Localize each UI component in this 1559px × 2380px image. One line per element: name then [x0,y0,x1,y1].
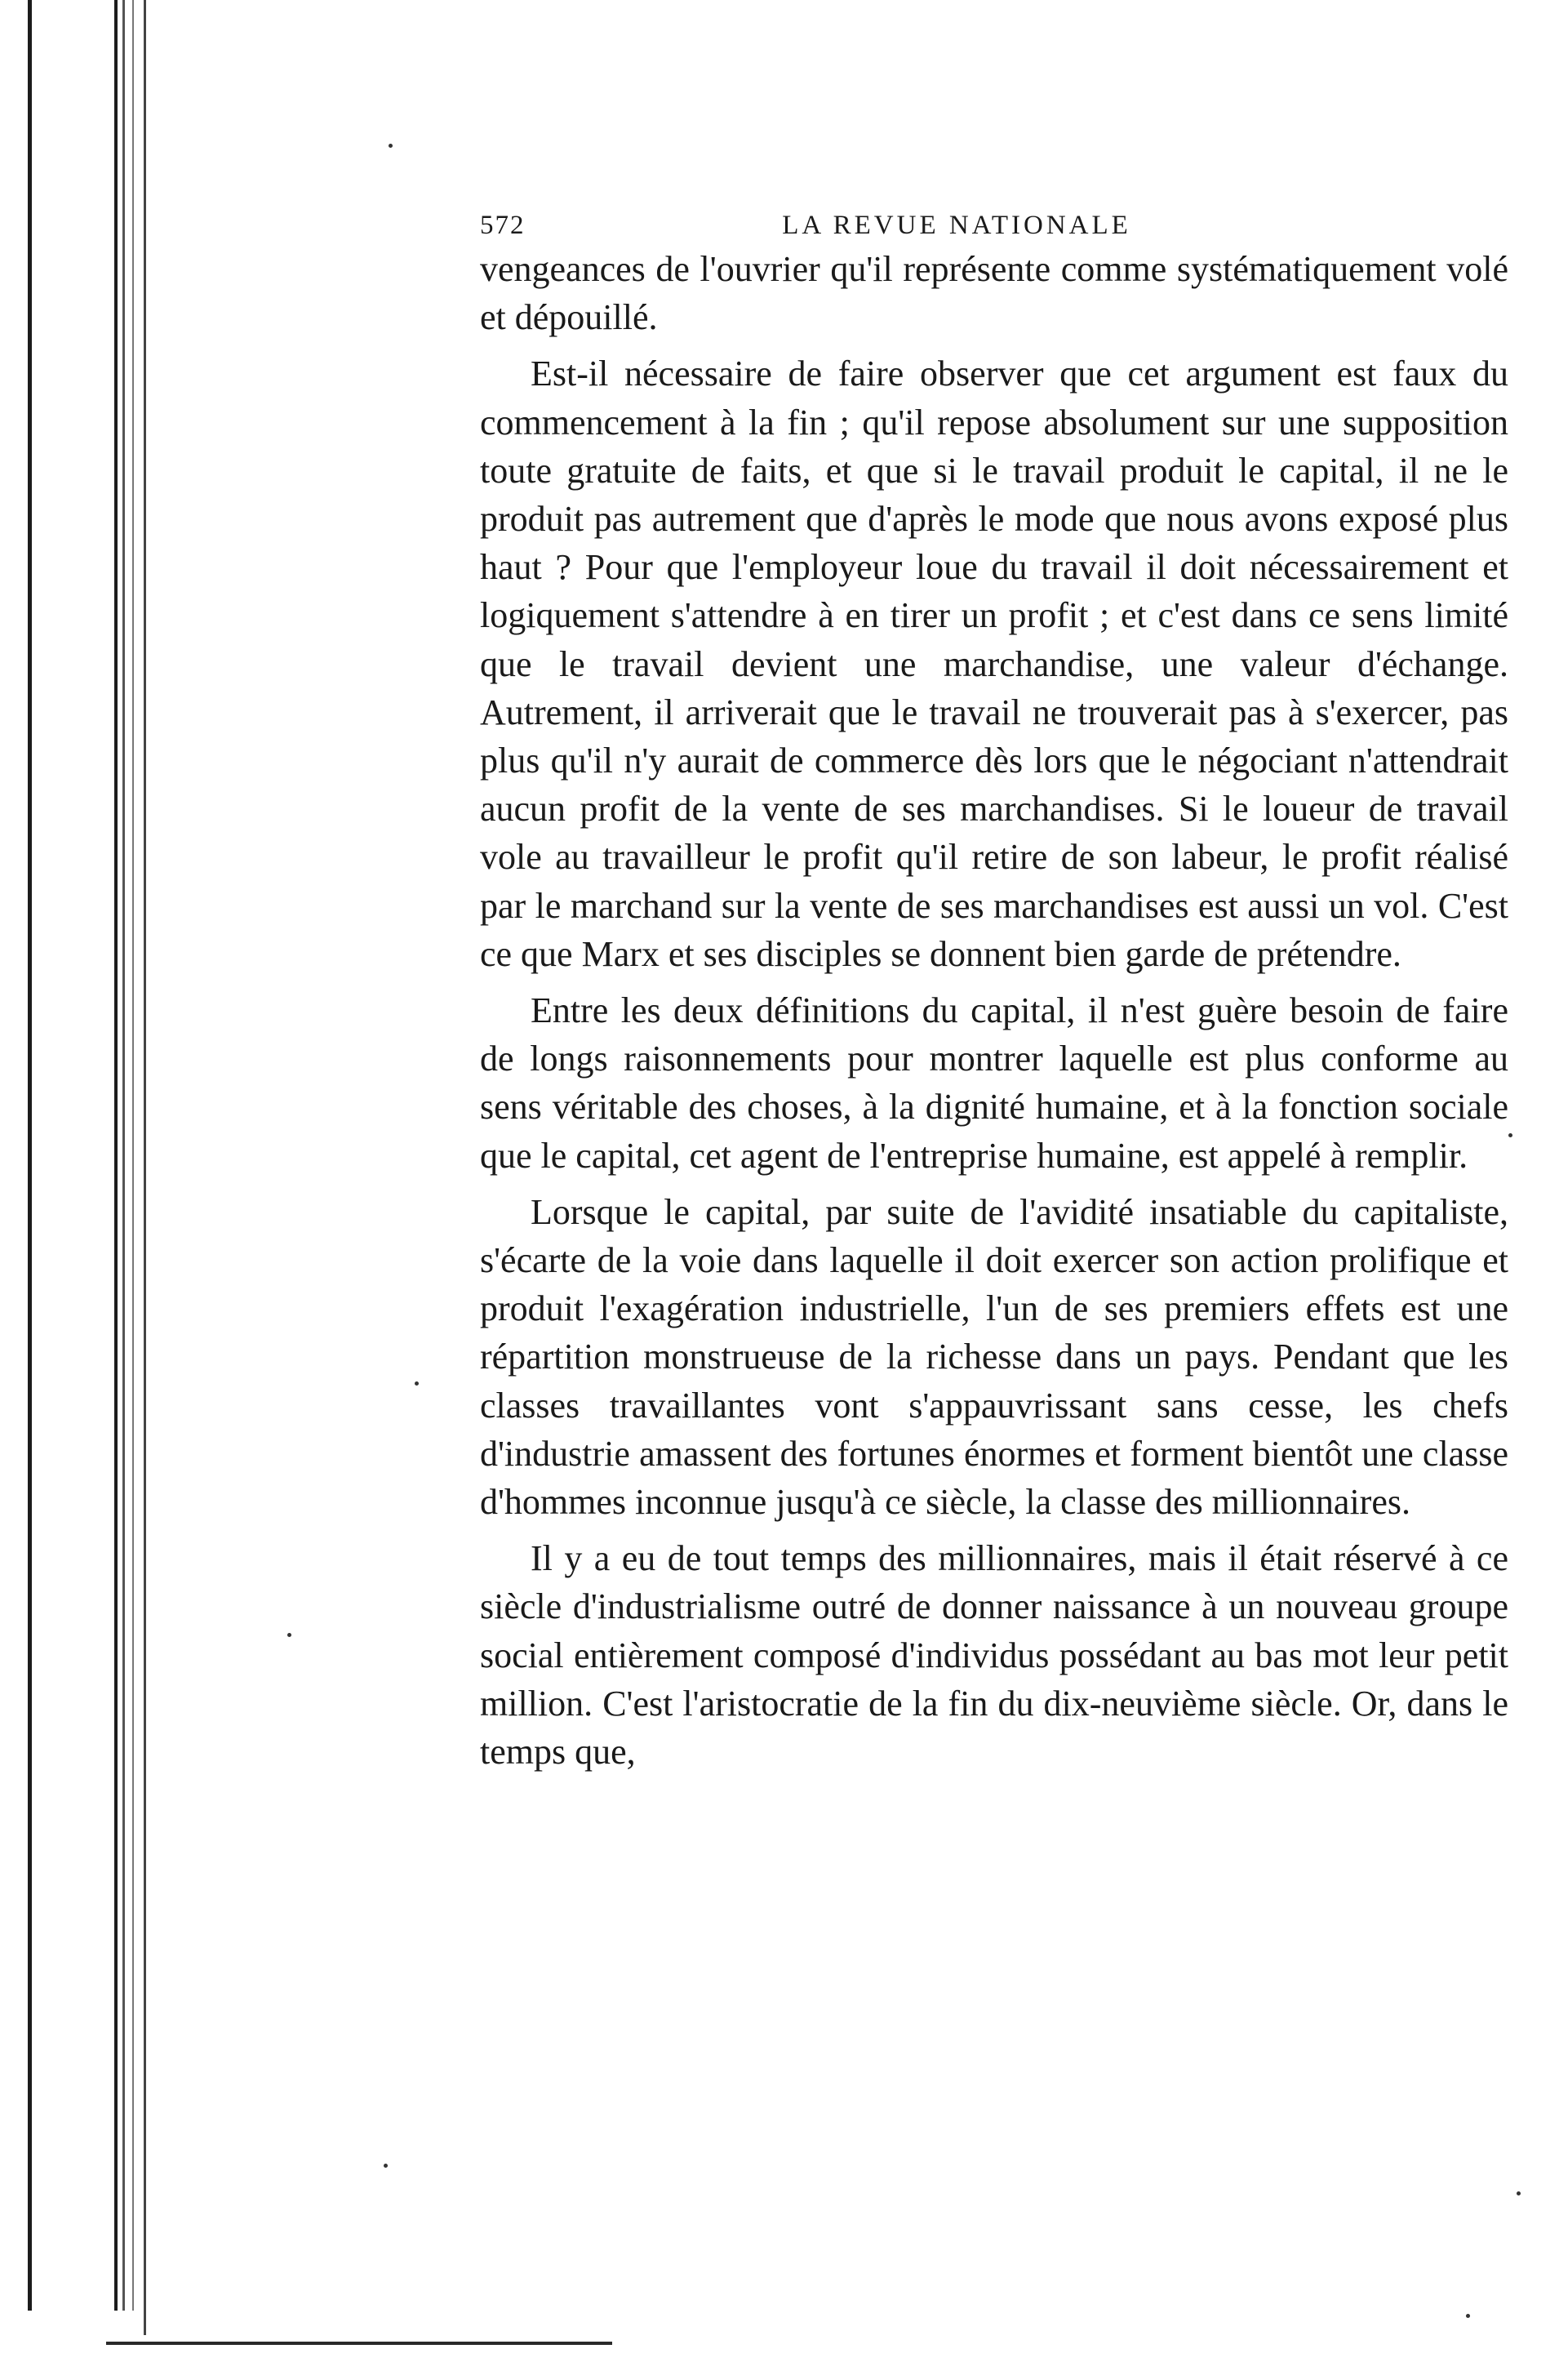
scan-speck [287,1633,291,1637]
scan-speck [384,2164,388,2168]
scan-speck [1517,2191,1521,2195]
scan-speck [1466,2314,1470,2318]
binding-rule [114,0,118,2311]
scan-speck [415,1381,419,1386]
binding-rule [28,0,32,2311]
body-text [480,245,1508,1776]
binding-rule [122,0,125,2311]
page-binding-edge [0,0,188,2380]
scan-speck [389,144,393,148]
running-head [480,211,1523,243]
journal-title: LA REVUE NATIONALE [782,211,1131,240]
paragraph-continuation: vengeances de l'ouvrier qu'il représente comme systématiquement volé et dépouillé. [480,249,1508,338]
paragraph: Est-il nécessaire de faire observer que cet argument est faux du commencement à la fin ; qu'il repose absolument sur une supposition toute gratuite de faits, et que si le travail produit le capital, il ne le produit pas autrement que d'après le mode que nous avons exposé plus haut ? Pour que l'employeur loue du travail il doit nécessairement et logiquement s'attendre à en tirer un profit ; et c'est dans ce sens limité que le travail devient une marchandise, une valeur d'échange. Autrement, il arriverait que le travail ne trouverait pas à s'exercer, pas plus qu'il n'y aurait de commerce dès lors que le négociant n'attendrait aucun profit de la vente de ses marchandises. Si le loueur de travail vole au travailleur le profit qu'il retire de son labeur, le profit réalisé par le marchand sur la vente de ses marchandises est aussi un vol. C'est ce que Marx et ses disciples se donnent bien garde de prétendre. [480,354,1508,974]
paragraph: Lorsque le capital, par suite de l'avidité insatiable du capitaliste, s'écarte de la voie dans laquelle il doit exercer son action prolifique et produit l'exagération industrielle, l'un de ses premiers effets est une répartition monstrueuse de la richesse dans un pays. Pendant que les classes travaillantes vont s'appauvrissant sans cesse, les chefs d'industrie amassent des fortunes énormes et forment bientôt une classe d'hommes inconnue jusqu'à ce siècle, la classe des millionnaires. [480,1191,1508,1523]
scan-speck [1508,1133,1512,1137]
binding-rule [132,0,134,2311]
page-number: 572 [480,211,526,240]
paragraph: Il y a eu de tout temps des millionnaires, mais il était réservé à ce siècle d'industrialisme outré de donner naissance à un nouveau groupe social entièrement composé d'individus possédant au bas mot leur petit million. C'est l'aristocratie de la fin du dix-neuvième siècle. Or, dans le temps que, [480,1538,1508,1773]
page-bottom-edge [106,2342,612,2345]
paragraph: Entre les deux définitions du capital, il n'est guère besoin de faire de longs raisonnements pour montrer laquelle est plus conforme au sens véritable des choses, à la dignité humaine, et à la fonction sociale que le capital, cet agent de l'entreprise humaine, est appelé à remplir. [480,990,1508,1176]
binding-rule [144,0,146,2335]
